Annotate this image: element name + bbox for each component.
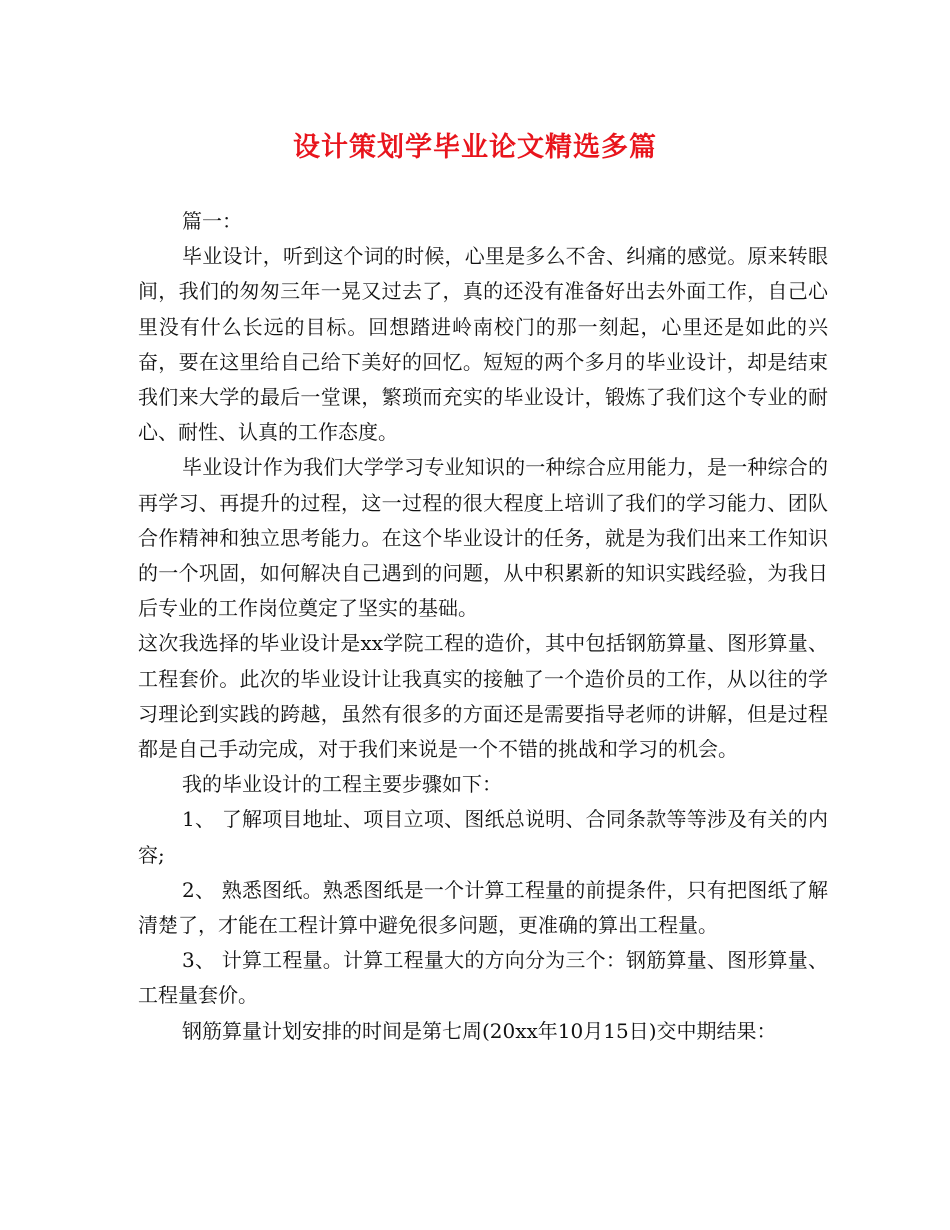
paragraph: 钢筋算量计划安排的时间是第七周(20xx年10月15日)交中期结果： bbox=[182, 1018, 777, 1043]
list-item: 2、 熟悉图纸。熟悉图纸是一个计算工程量的前提条件，只有把图纸了解清楚了，才能在工程计算中避免很多问题，更准确的算出工程量。 bbox=[138, 877, 828, 938]
list-item: 1、 了解项目地址、项目立项、图纸总说明、合同条款等等涉及有关的内容; bbox=[138, 807, 828, 867]
document-body bbox=[138, 204, 828, 1049]
paragraph: 这次我选择的毕业设计是xx学院工程的造价，其中包括钢筋算量、图形算量、工程套价。此次的毕业设计让我真实的接触了一个造价员的工作，从以往的学习理论到实践的跨越，虽然有很多的方面还是需要指导老师的讲解，但是过程都是自己手动完成，对于我们来说是一个不错的挑战和学习的机会。 bbox=[138, 631, 828, 762]
paragraph: 我的毕业设计的工程主要步骤如下： bbox=[182, 772, 502, 797]
list-item: 3、 计算工程量。计算工程量大的方向分为三个：钢筋算量、图形算量、工程量套价。 bbox=[138, 948, 828, 1008]
document-title: 设计策划学毕业论文精选多篇 bbox=[293, 132, 657, 163]
paragraph-heading: 篇一： bbox=[182, 209, 242, 233]
paragraph: 毕业设计作为我们大学学习专业知识的一种综合应用能力，是一种综合的再学习、再提升的过程，这一过程的很大程度上培训了我们的学习能力、团队合作精神和独立思考能力。在这个毕业设计的任务，就是为我们出来工作知识的一个巩固，如何解决自己遇到的问题，从中积累新的知识实践经验，为我日后专业的工作岗位奠定了坚实的基础。 bbox=[138, 455, 828, 621]
paragraph: 毕业设计，听到这个词的时候，心里是多么不舍、纠痛的感觉。原来转眼间，我们的匆匆三年一晃又过去了，真的还没有准备好出去外面工作，自己心里没有什么长远的目标。回想踏进岭南校门的那一刻起，心里还是如此的兴奋，要在这里给自己给下美好的回忆。短短的两个多月的毕业设计，却是结束我们来大学的最后一堂课，繁琐而充实的毕业设计，锻炼了我们这个专业的耐心、耐性、认真的工作态度。 bbox=[138, 244, 828, 445]
